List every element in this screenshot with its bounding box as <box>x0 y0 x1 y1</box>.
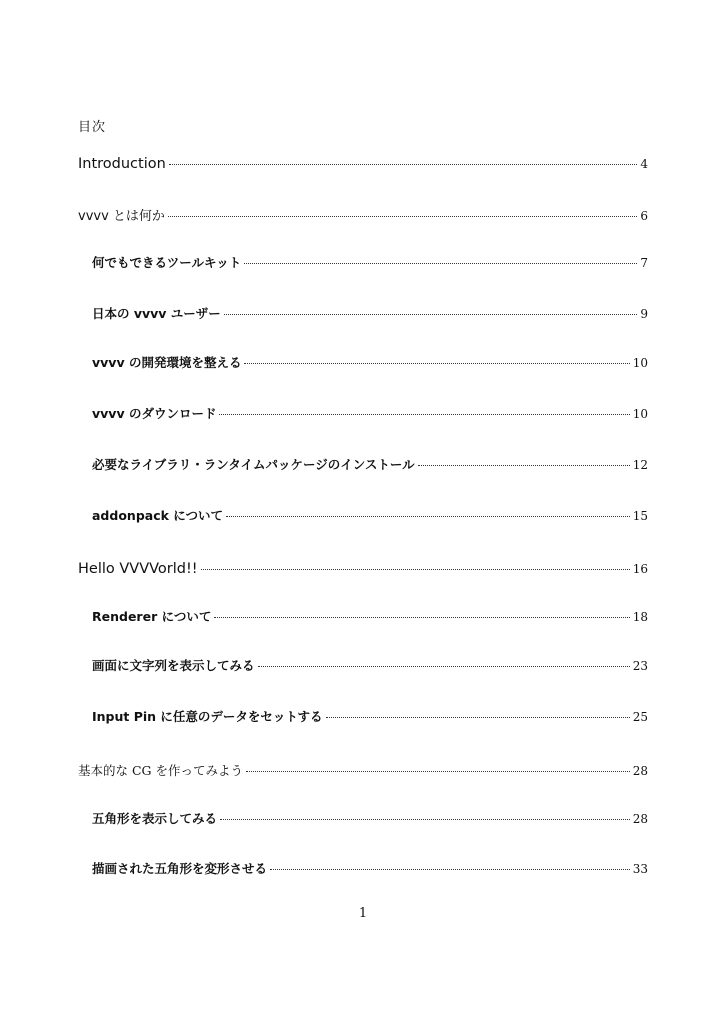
toc-entry-title: Introduction <box>78 156 166 172</box>
toc-entry[interactable] <box>92 809 648 829</box>
toc-entry-title: 必要なライブラリ・ランタイムパッケージのインストール <box>92 457 415 472</box>
toc-entry-leader <box>219 414 629 415</box>
toc-entry-page: 10 <box>632 407 648 421</box>
toc-entry-title: Hello VVVVorld!! <box>78 561 198 577</box>
toc-entry-page: 16 <box>632 562 648 576</box>
toc-entry-leader <box>169 164 638 165</box>
toc-entry-leader <box>258 666 630 667</box>
toc-heading: 目次 <box>78 120 107 135</box>
toc-entry-title: 描画された五角形を変形させる <box>92 861 268 876</box>
toc-entry-page: 12 <box>632 458 648 472</box>
toc-entry-page: 4 <box>640 157 648 171</box>
toc-entry-leader <box>226 516 630 517</box>
toc-entry-leader <box>201 569 630 570</box>
toc-entry-title: addonpack について <box>92 508 224 523</box>
toc-entry[interactable] <box>92 656 648 676</box>
toc-entry-title: 日本の vvvv ユーザー <box>92 306 221 321</box>
toc-entry-page: 9 <box>640 307 648 321</box>
toc-entry-page: 28 <box>632 812 648 826</box>
toc-entry-title: 五角形を表示してみる <box>92 811 218 826</box>
page-number: 1 <box>358 906 368 921</box>
toc-entry-leader <box>244 263 637 264</box>
toc-entry[interactable] <box>78 559 648 579</box>
toc-entry-title: Renderer について <box>92 609 212 624</box>
toc-entry-page: 23 <box>632 659 648 673</box>
toc-entry-page: 7 <box>640 256 648 270</box>
toc-entry[interactable] <box>92 859 648 879</box>
toc-entry-title: 何でもできるツールキット <box>92 255 242 270</box>
toc-entry[interactable] <box>78 761 648 781</box>
toc-entry[interactable] <box>92 304 648 324</box>
toc-entry-page: 25 <box>632 710 648 724</box>
toc-entry[interactable] <box>92 253 648 273</box>
toc-entry[interactable] <box>92 506 648 526</box>
toc-entry-page: 15 <box>632 509 648 523</box>
toc-entry-leader <box>220 819 630 820</box>
toc-entry[interactable] <box>92 353 648 373</box>
toc-entry-leader <box>418 465 630 466</box>
toc-entry[interactable] <box>78 154 648 174</box>
toc-entry-page: 10 <box>632 356 648 370</box>
toc-entry-page: 6 <box>640 209 648 223</box>
toc-entry-leader <box>214 617 629 618</box>
toc-entry-leader <box>270 869 630 870</box>
toc-entry-title: 画面に文字列を表示してみる <box>92 658 255 673</box>
toc-entry[interactable] <box>78 206 648 226</box>
toc-entry[interactable] <box>92 455 648 475</box>
toc-entry-page: 33 <box>632 862 648 876</box>
toc-entry-title: 基本的な CG を作ってみよう <box>78 763 243 778</box>
toc-entry-leader <box>168 216 637 217</box>
toc-entry-leader <box>244 363 629 364</box>
toc-entry-title: Input Pin に任意のデータをセットする <box>92 709 323 724</box>
toc-entry-title: vvvv とは何か <box>78 209 165 224</box>
toc-entry-title: vvvv のダウンロード <box>92 406 217 421</box>
toc-entry-leader <box>224 314 638 315</box>
toc-entry-title: vvvv の開発環境を整える <box>92 355 242 370</box>
toc-entry[interactable] <box>92 707 648 727</box>
toc-entry-page: 18 <box>632 610 648 624</box>
toc-entry[interactable] <box>92 607 648 627</box>
toc-entry[interactable] <box>92 404 648 424</box>
toc-entry-leader <box>246 771 630 772</box>
toc-entry-leader <box>326 717 630 718</box>
toc-entry-page: 28 <box>632 764 648 778</box>
